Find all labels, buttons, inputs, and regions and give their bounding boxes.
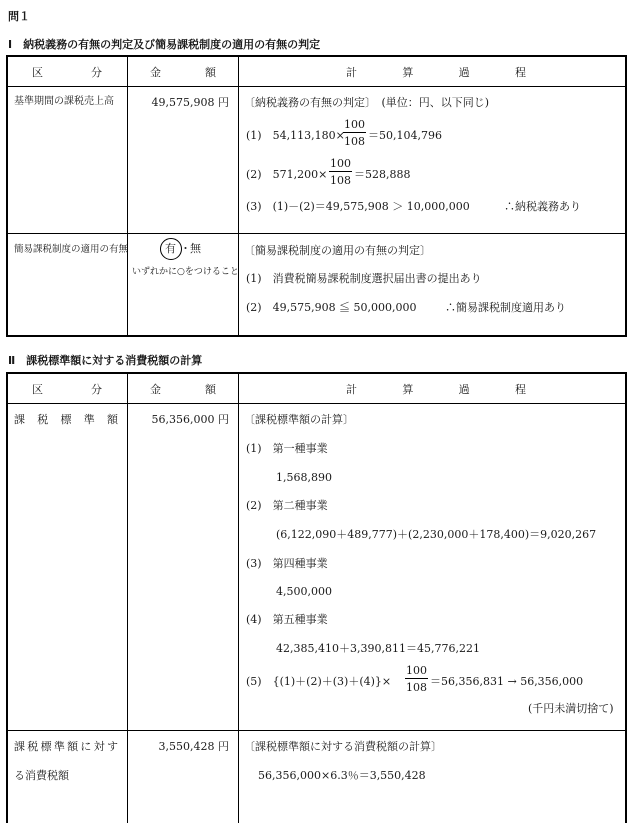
row-label-consumption-tax-cont: る消費税額 — [14, 769, 69, 782]
calc-line: (2) 571,200× — [246, 168, 328, 181]
calc-heading-consumption-tax: 〔課税標準額に対する消費税額の計算〕 — [244, 740, 442, 753]
calc-line: (1) 54,113,180× — [246, 129, 345, 142]
calc-heading-tax-obligation: 〔納税義務の有無の判定〕 (単位：円、以下同じ) — [244, 96, 490, 109]
calc-result: ＝528,888 — [354, 168, 411, 181]
calc-line: 56,356,000×6.3％＝3,550,428 — [258, 769, 426, 782]
header-amount: 金 額 — [150, 383, 216, 396]
choice-yes[interactable]: 有 — [165, 242, 176, 255]
calc-heading-simplified: 〔簡易課税制度の適用の有無の判定〕 — [244, 244, 431, 257]
calc-item-label: (1) 第一種事業 — [246, 442, 328, 455]
fraction: $\frac{100}{108}$ — [330, 157, 351, 187]
calc-line: (2) 49,575,908 ≦ 50,000,000 — [246, 301, 417, 314]
choice-note: いずれかに○をつけること — [132, 267, 239, 277]
fraction: $\frac{100}{108}$ — [406, 664, 427, 694]
calc-line: (3) (1)－(2)＝49,575,908 ＞ 10,000,000 — [246, 200, 470, 213]
fraction: $\frac{100}{108}$ — [344, 118, 365, 148]
section2-title: Ⅱ 課税標準額に対する消費税額の計算 — [8, 354, 203, 367]
header-calculation: 計 算 過 程 — [346, 383, 526, 396]
amount-base-sales: 49,575,908 円 — [151, 96, 229, 109]
calc-item-value: 4,500,000 — [276, 585, 332, 598]
header-calculation: 計 算 過 程 — [346, 66, 526, 79]
row-label-simplified-tax: 簡易課税制度の適用の有無 — [14, 244, 129, 255]
calc-result: ＝56,356,831 → 56,356,000 — [430, 675, 584, 688]
calc-line: (1) 消費税簡易課税制度選択届出書の提出あり — [246, 272, 482, 285]
calc-conclusion: ∴簡易課税制度適用あり — [445, 301, 566, 314]
header-category: 区 分 — [32, 66, 102, 79]
calc-conclusion: ∴納税義務あり — [504, 200, 581, 213]
calc-heading-tax-base: 〔課税標準額の計算〕 — [244, 413, 354, 426]
calc-item-value: 1,568,890 — [276, 471, 332, 484]
page-title: 問１ — [8, 10, 30, 23]
calc-item-label: (4) 第五種事業 — [246, 613, 328, 626]
rounding-note: (千円未満切捨て) — [528, 702, 614, 715]
row-label-tax-base: 課 税 標 準 額 — [14, 413, 118, 426]
section1-title: Ⅰ 納税義務の有無の判定及び簡易課税制度の適用の有無の判定 — [8, 38, 321, 51]
row-label-consumption-tax: 課 税 標 準 額 に 対 す — [14, 740, 118, 753]
calc-item-value: 42,385,410＋3,390,811＝45,776,221 — [276, 642, 480, 655]
amount-consumption-tax: 3,550,428 円 — [158, 740, 229, 753]
calc-line: (5) {(1)＋(2)＋(3)＋(4)}× — [246, 675, 392, 688]
header-amount: 金 額 — [150, 66, 216, 79]
choice-separator: ・ — [180, 242, 191, 255]
row-label-base-sales: 基準期間の課税売上高 — [14, 96, 114, 107]
choice-no[interactable]: 無 — [190, 242, 201, 255]
calc-item-label: (3) 第四種事業 — [246, 557, 328, 570]
calc-item-label: (2) 第二種事業 — [246, 499, 328, 512]
section2-table — [6, 372, 627, 823]
amount-tax-base: 56,356,000 円 — [151, 413, 229, 426]
header-category: 区 分 — [32, 383, 102, 396]
calc-result: ＝50,104,796 — [368, 129, 442, 142]
calc-item-value: (6,122,090＋489,777)＋(2,230,000＋178,400)＝9,020,267 — [276, 528, 597, 541]
section1-table — [6, 55, 627, 337]
